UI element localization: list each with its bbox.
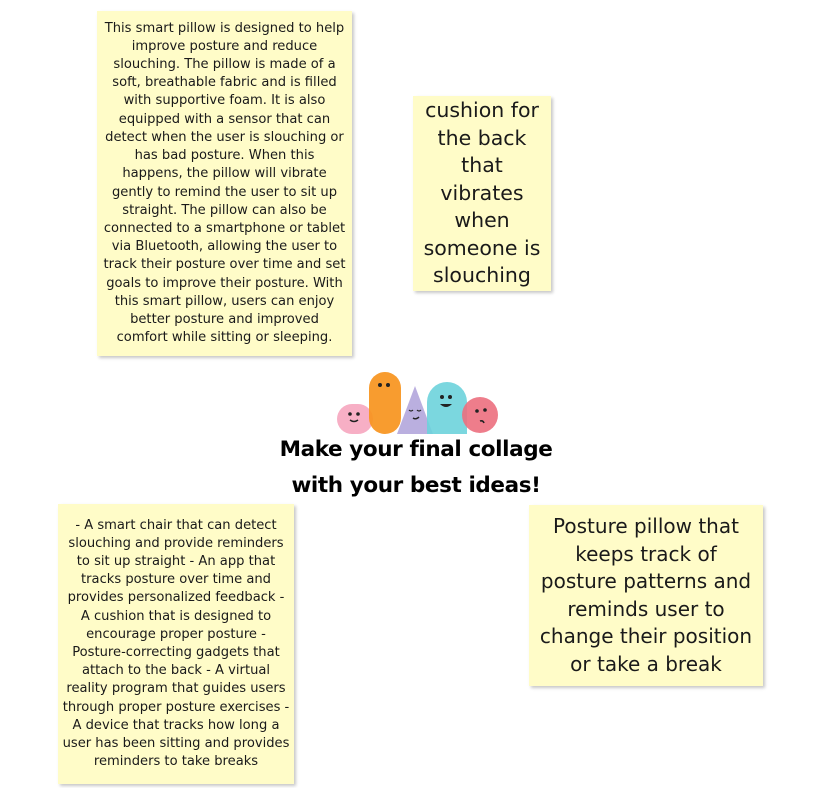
sticky-note-posture-pillow[interactable] [529,505,763,686]
sticky-note-text: Posture pillow that keeps track of posture patterns and reminds user to change their position or take a break [539,514,753,676]
sticky-note-text: This smart pillow is designed to help improve posture and reduce slouching. The pillow is made of a soft, breathable fabric and is filled with supportive foam. It is also equipped with a sensor that can detect when the user is slouching or has bad posture. When this happens, the pillow will vibrate gently to remind the user to sit up straight. The pillow can also be connected to a smartphone or tablet via Bluetooth, allowing the user to track their posture over time and set goals to improve their posture. With this smart pillow, users can enjoy better posture and improved comfort while sitting or sleeping. [103,20,346,346]
sticky-note-text: - A smart chair that can detect slouching and provide reminders to sit up straight - An app that tracks posture over time and provides personalized feedback - A cushion that is designed to encourage proper posture - Posture-correcting gadgets that attach to the back - A virtual reality program that guides users through proper posture exercises - A device that tracks how long a user has been sitting and provides reminders to take breaks [62,517,290,770]
sticky-note-cushion-vibrates[interactable] [413,96,551,291]
sticky-note-idea-list[interactable] [58,504,294,784]
headline-line-2: with your best ideas! [291,473,541,498]
headline-line-1: Make your final collage [279,437,553,462]
sticky-note-smart-pillow-description[interactable] [97,11,352,356]
sticky-note-text: cushion for the back that vibrates when someone is slouching [423,98,541,288]
character-mascots-logo [335,368,501,436]
collage-headline [263,432,569,504]
